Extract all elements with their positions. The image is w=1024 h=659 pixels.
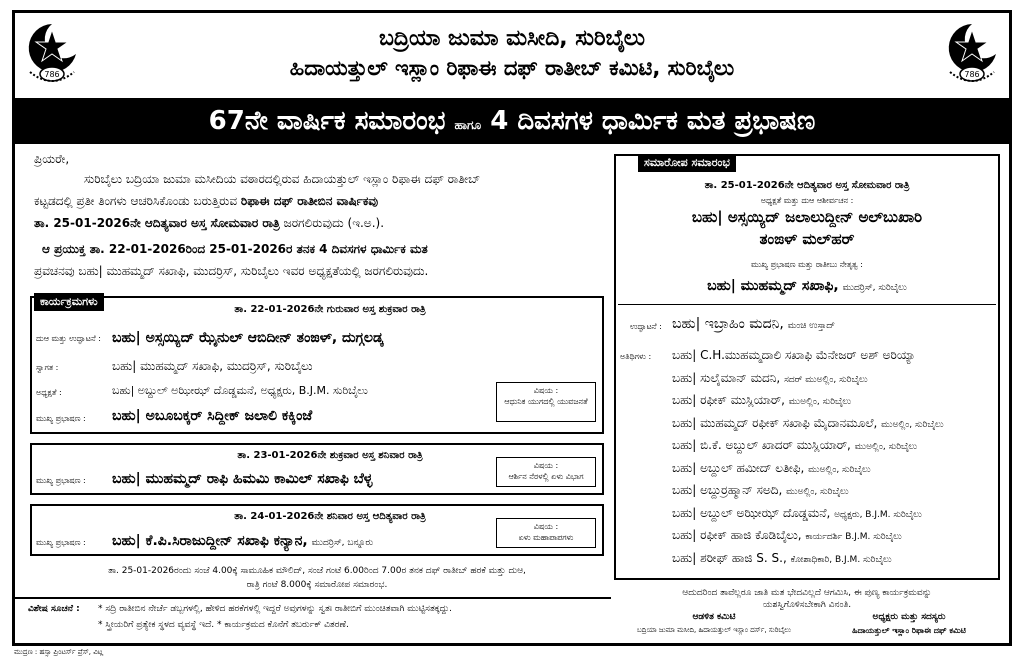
row-label: ಮುಖ್ಯ ಪ್ರಭಾಷಣ : (36, 476, 86, 485)
signatory-org: ಹಿದಾಯತ್ತುಲ್ ಇಸ್ಲಾಂ ರಿಫಾಈ ದಫ್ ಕಮಿಟಿ (852, 626, 966, 635)
topic-box: ವಿಷಯ : ಆರ್ಶಿನ ನೆರಳಲ್ಲಿ ಏಳು ವಿಭಾಗ (496, 457, 596, 487)
event-banner: 67ನೇ ವಾರ್ಷಿಕ ಸಮಾರಂಭ ಹಾಗೂ 4 ದಿವಸಗಳ ಧಾರ್ಮಿಕ ಮತ ಪ್ರಭಾಷಣ (15, 98, 1009, 144)
divider (618, 304, 996, 305)
row-label: ಅಧ್ಯಕ್ಷತೆ ಮತ್ತು ದುಆ ಆಶೀರ್ವಚನ : (760, 196, 854, 205)
notes-label: ವಿಶೇಷ ಸೂಚನೆ : (28, 604, 80, 614)
appeal: ಆದುದರಿಂದ ತಾವೆಲ್ಲರೂ ಜಾತಿ ಮತ ಭೇದವಿಲ್ಲದೆ ಆಗಮಿಸಿ, ಈ ಪುಣ್ಯ ಕಾರ್ಯಕ್ರಮವನ್ನು (682, 588, 932, 598)
inaugurator: ಬಹು| ಇಬ್ರಾಹಿಂ ಮದನಿ, ಮಂಚಿ ಉಸ್ತಾದ್ (672, 316, 835, 332)
guest-row: ಬಹು| ರಫೀಕ್ ಮುಸ್ಲಿಯಾರ್, ಮುಅಲ್ಲಿಂ, ಸುರಿಬೈಲು (672, 393, 852, 407)
svg-text:786: 786 (44, 70, 60, 79)
svg-text:786: 786 (964, 70, 980, 79)
note: * ಸದ್ರಿ ರಾತೀಬಿನ ನೇರ್ಚೆ ಡಬ್ಬಗಳಲ್ಲಿ, ಹೇಳಿದ ಹರಕೆಗಳಲ್ಲಿ ಇದ್ದರೆ ಅವುಗಳನ್ನು ಸ್ವತಃ ರಾತೀಬಿಗೆ ಮುಂಚಿತವಾಗಿ ಮುಟ್ಟಿಸತಕ್ಕದ್ದು. (98, 604, 452, 614)
guest-row: ಬಹು| ಅಬ್ದುರ್ರಹ್ಮಾನ್ ಸಅದಿ, ಮುಅಲ್ಲಿಂ, ಸುರಿಬೈಲು (672, 483, 849, 497)
divider (15, 597, 611, 599)
main-speaker: ಬಹು| ಅಬೂಬಕ್ಕರ್ ಸಿದ್ದೀಕ್ ಜಲಾಲಿ ಕಕ್ಕಿಂಜೆ (112, 408, 313, 424)
row-label: ಮುಖ್ಯ ಪ್ರಭಾಷಣ : (36, 414, 86, 423)
closing-title: ಸಮಾರೋಪ ಸಮಾರಂಭ (638, 154, 736, 172)
signatory-title: ಆಡಳಿತ ಕಮಿಟಿ (692, 612, 736, 622)
intro-line: ಪ್ರವಚನವು ಬಹು| ಮುಹಮ್ಮದ್ ಸಖಾಫಿ, ಮುದರ್ರಿಸ್, ಸುರಿಬೈಲು ಇವರ ಅಧ್ಯಕ್ಷತೆಯಲ್ಲಿ ಜರಗಲಿರುವುದು. (34, 264, 429, 278)
main-speaker: ಬಹು| ಕೆ.ಪಿ.ಸಿರಾಜುದ್ದೀನ್ ಸಖಾಫಿ ಕನ್ಯಾನ, ಮುದರ್ರಿಸ್, ಬನ್ನೂರು (112, 533, 374, 549)
guest-row: ಬಹು| ಅಬ್ದುಲ್ ಅಝೀಝ್ ದೊಡ್ಡಮನೆ, ಅಧ್ಯಕ್ಷರು, B.J.M. ಸುರಿಬೈಲು (672, 505, 922, 520)
row-label: ಅಧ್ಯಕ್ಷತೆ : (36, 388, 62, 397)
intro-line: ಕಟ್ಟಡದಲ್ಲಿ ಪ್ರತೀ ತಿಂಗಳು ಆಚರಿಸಿಕೊಂಡು ಬರುತ್ತಿರುವ ರಿಫಾಈ ದಫ್ ರಾತೀಬಿನ ವಾರ್ಷಿಕವು (34, 194, 379, 208)
day2-date: ತಾ. 23-01-2026ನೇ ಶುಕ್ರವಾರ ಅಸ್ತ ಶನಿವಾರ ರಾತ್ರಿ (237, 450, 423, 461)
inaugurator: ಬಹು| ಅಸ್ಸಯ್ಯಿದ್ ಝೈನುಲ್ ಆಬಿದೀನ್ ತಂಙಳ್, ದುಗ್ಗಲಡ್ಕ (112, 330, 384, 346)
greeting: ಪ್ರಿಯರೇ, (34, 152, 70, 166)
day4-schedule: ರಾತ್ರಿ ಗಂಟೆ 8.000ಕ್ಕೆ ಸಮಾರೋಪ ಸಮಾರಂಭ. (246, 580, 388, 590)
appeal: ಯಶಸ್ವಿಗೊಳಿಸಬೇಕಾಗಿ ವಿನಂತಿ. (762, 600, 852, 610)
main-speaker: ಬಹು| ಮುಹಮ್ಮದ್ ಸಖಾಫಿ, ಮುದರ್ರಿಸ್, ಸುರಿಬೈಲು (707, 278, 907, 294)
guest-row: ಬಹು| ರಫೀಕ್ ಹಾಜಿ ಕೊಡಿಬೈಲು, ಕಾರ್ಯದರ್ಶಿ B.J.M. ಸುರಿಬೈಲು (672, 528, 902, 542)
signatory-title: ಅಧ್ಯಕ್ಷರು ಮತ್ತು ಸದಸ್ಯರು (872, 612, 946, 622)
day1-date: ತಾ. 22-01-2026ನೇ ಗುರುವಾರ ಅಸ್ತ ಶುಕ್ರವಾರ ರಾತ್ರಿ (234, 304, 426, 315)
guest-row: ಬಹು| ಮುಹಮ್ಮದ್ ರಫೀಕ್ ಸಖಾಫಿ ಮೈದಾನಮೂಲೆ, ಮುಅಲ್ಲಿಂ, ಸುರಿಬೈಲು (672, 415, 944, 430)
welcome-speaker: ಬಹು| ಮುಹಮ್ಮದ್ ಸಖಾಫಿ, ಮುದರ್ರಿಸ್, ಸುರಿಬೈಲು (112, 359, 313, 373)
row-label: ಅತಿಥಿಗಳು : (620, 352, 652, 361)
row-label: ಮುಖ್ಯ ಪ್ರಭಾಷಣ : (36, 538, 86, 547)
intro-line: ಸುರಿಬೈಲು ಬದ್ರಿಯಾ ಜುಮಾ ಮಸೀದಿಯ ವಠಾರದಲ್ಲಿರುವ ಹಿದಾಯತ್ತುಲ್ ಇಸ್ಲಾಂ ರಿಫಾಈ ದಫ್ ರಾತೀಬ್ (84, 172, 481, 186)
star-crescent-logo-left (24, 20, 80, 90)
topic-box: ವಿಷಯ : ಏಳು ಮಹಾಪಾಪಗಳು (496, 518, 596, 548)
signatory-org: ಬದ್ರಿಯಾ ಜುಮಾ ಮಸೀದಿ, ಹಿದಾಯತ್ತುಲ್ ಇಸ್ಲಾಂ ದರ್ಸ್, ಸುರಿಬೈಲು (637, 626, 791, 634)
guest-row: ಬಹು| ಸುಲೈಮಾನ್ ಮದನಿ, ಸದರ್ ಮುಅಲ್ಲಿಂ, ಸುರಿಬೈಲು (672, 370, 868, 385)
row-label: ಮುಖ್ಯ ಪ್ರಭಾಷಣ ಮತ್ತು ರಾತೀಬು ನೇತೃತ್ವ : (751, 260, 863, 269)
closing-date: ತಾ. 25-01-2026ನೇ ಆದಿತ್ಯವಾರ ಅಸ್ತ ಸೋಮವಾರ ರಾತ್ರಿ (704, 180, 910, 191)
row-label: ಉದ್ಘಾಟನೆ : (630, 322, 662, 331)
row-label: ಸ್ವಾಗತ : (36, 363, 59, 372)
main-speaker: ಬಹು| ಮುಹಮ್ಮದ್ ರಾಫಿ ಹಿಮಮಿ ಕಾಮಿಲ್ ಸಖಾಫಿ ಬೆಳ್ಳ (112, 471, 373, 487)
chair-name: ತಂಙಳ್ ಮಲ್‌ಹರ್ (759, 230, 855, 248)
chair-name: ಬಹು| ಅಸ್ಸಯ್ಯಿದ್ ಜಲಾಲುದ್ದೀನ್ ಅಲ್‌ಬುಖಾರಿ (691, 208, 923, 226)
printer-credit: ಮುದ್ರಣ : ಹಸ್ಸಾ ಪ್ರಿಂಟರ್ಸ್ ಪ್ರೆಸ್, ವಿಟ್ಲ (14, 648, 104, 656)
guest-row: ಬಹು| ಶರೀಫ್ ಹಾಜಿ S. S., ಕೋಶಾಧಿಕಾರಿ, B.J.M. ಸುರಿಬೈಲು (672, 550, 892, 565)
guest-row: ಬಹು| ಬಿ.ಕೆ. ಅಬ್ದುಲ್ ಖಾದರ್ ಮುಸ್ಲಿಯಾರ್, ಮುಅಲ್ಲಿಂ, ಸುರಿಬೈಲು (672, 438, 918, 452)
star-crescent-logo-right (944, 20, 1000, 90)
guest-row: ಬಹು| C.H.ಮುಹಮ್ಮದಾಲಿ ಸಖಾಫಿ ಮೆನೇಜರ್ ಅಶ್‌ ಅರಿಯ್ಯಾ (672, 348, 916, 362)
programs-title: ಕಾರ್ಯಕ್ರಮಗಳು (34, 293, 104, 311)
intro-line: ಆ ಪ್ರಯುಕ್ತ ತಾ. 22-01-2026ರಿಂದ 25-01-2026ರ ತನಕ 4 ದಿವಸಗಳ ಧಾರ್ಮಿಕ ಮತ (42, 242, 428, 256)
committee-name: ಹಿದಾಯತ್ತುಲ್ ಇಸ್ಲಾಂ ರಿಫಾಈ ದಫ್ ರಾತೀಬ್ ಕಮಿಟಿ, ಸುರಿಬೈಲು (289, 56, 735, 80)
mosque-name: ಬದ್ರಿಯಾ ಜುಮಾ ಮಸೀದಿ, ಸುರಿಬೈಲು (378, 26, 646, 51)
topic-box: ವಿಷಯ : ಆಧುನಿಕ ಯುಗದಲ್ಲಿ ಯುವಜನತೆ (496, 382, 596, 422)
note: * ಸ್ತ್ರೀಯರಿಗೆ ಪ್ರತ್ಯೇಕ ಸ್ಥಳದ ವ್ಯವಸ್ಥೆ ಇದೆ. * ಕಾರ್ಯಕ್ರಮದ ಕೊನೆಗೆ ತಬರ್ರುಕ್ ವಿತರಣೆ. (98, 620, 349, 630)
intro-line: ತಾ. 25-01-2026ನೇ ಆದಿತ್ಯವಾರ ಅಸ್ತ ಸೋಮವಾರ ರಾತ್ರಿ ಜರಗಲಿರುವುದು (ಇ.ಅ.). (34, 216, 385, 230)
guest-row: ಬಹು| ಅಬ್ದುಲ್ ಹಮೀದ್ ಲತೀಫಿ, ಮುಅಲ್ಲಿಂ, ಸುರಿಬೈಲು (672, 460, 871, 475)
row-label: ದುಆ ಮತ್ತು ಉದ್ಘಾಟನೆ : (36, 334, 101, 343)
day4-schedule: ತಾ. 25-01-2026ರಂದು ಸಂಜೆ 4.00ಕ್ಕೆ ಸಾಮೂಹಿಕ ಮೌಲಿದ್, ಸಂಜೆ ಗಂಟೆ 6.00ರಿಂದ 7.00ರ ತನಕ ದಫ್ ರಾತೀಬ್ ಹರಕೆ ಮತ್ತು ದುಆ, (108, 566, 526, 576)
day3-date: ತಾ. 24-01-2026ನೇ ಶನಿವಾರ ಅಸ್ತ ಆದಿತ್ಯವಾರ ರಾತ್ರಿ (234, 511, 426, 522)
president: ಬಹು| ಅಬ್ದುಲ್ ಅಝೀಝ್ ದೊಡ್ಡಮನೆ, ಅಧ್ಯಕ್ಷರು, B.J.M. ಸುರಿಬೈಲು (112, 384, 368, 397)
